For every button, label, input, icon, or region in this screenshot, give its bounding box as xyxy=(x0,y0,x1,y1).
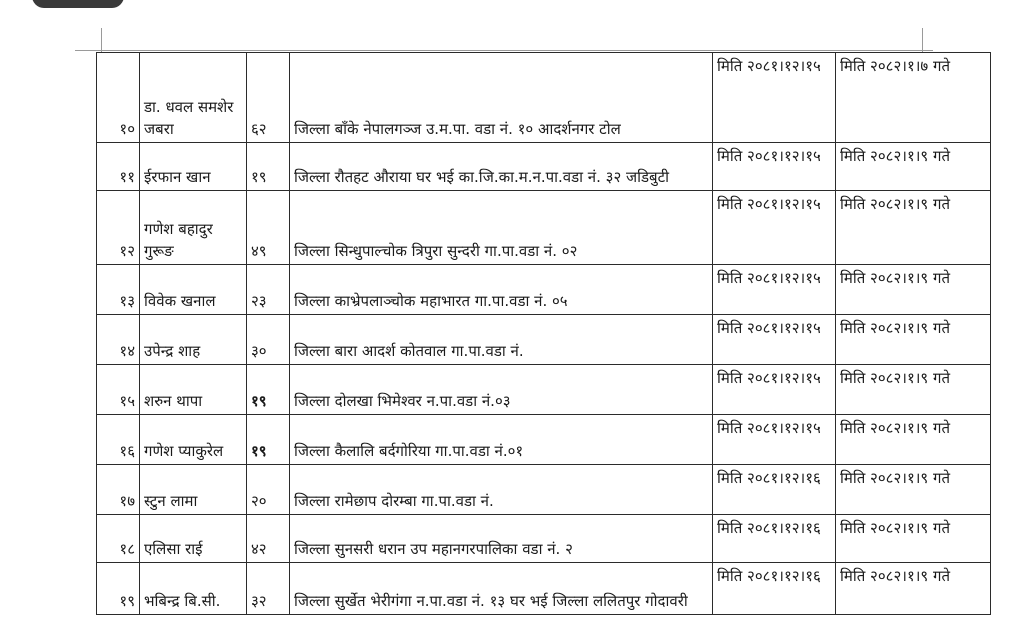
age: २३ xyxy=(247,265,290,315)
crop-mark-left xyxy=(101,28,102,52)
date-from: मिति २०८१।१२।१५ xyxy=(713,191,836,265)
person-name: उपेन्द्र शाह xyxy=(140,315,247,365)
address: जिल्ला बारा आदर्श कोतवाल गा.पा.वडा नं. xyxy=(290,315,713,365)
date-to: मिति २०८२।१।९ गते xyxy=(836,465,991,515)
table-row xyxy=(97,415,991,465)
address: जिल्ला दोलखा भिमेश्वर न.पा.वडा नं.०३ xyxy=(290,365,713,415)
address: जिल्ला रौतहट औराया घर भई का.जि.का.म.न.पा.वडा नं. ३२ जडिबुटी xyxy=(290,143,713,191)
serial-number: १७ xyxy=(97,465,140,515)
person-name: शरुन थापा xyxy=(140,365,247,415)
table-row xyxy=(97,563,991,615)
age: १९ xyxy=(247,143,290,191)
serial-number: १९ xyxy=(97,563,140,615)
age: १९ xyxy=(247,415,290,465)
person-name: गणेश बहादुर गुरूङ xyxy=(140,191,247,265)
person-name: गणेश प्याकुरेल xyxy=(140,415,247,465)
age: १९ xyxy=(247,365,290,415)
address: जिल्ला काभ्रेपलाञ्चोक महाभारत गा.पा.वडा नं. ०५ xyxy=(290,265,713,315)
date-from: मिति २०८१।१२।१६ xyxy=(713,563,836,615)
table-row xyxy=(97,53,991,143)
date-from: मिति २०८१।१२।१६ xyxy=(713,465,836,515)
date-to: मिति २०८२।१।७ गते xyxy=(836,53,991,143)
table-row xyxy=(97,315,991,365)
table-row xyxy=(97,191,991,265)
address: जिल्ला बाँके नेपालगञ्ज उ.म.पा. वडा नं. १० आदर्शनगर टोल xyxy=(290,53,713,143)
person-name: विवेक खनाल xyxy=(140,265,247,315)
date-to: मिति २०८२।१।९ गते xyxy=(836,191,991,265)
date-from: मिति २०८१।१२।१५ xyxy=(713,53,836,143)
serial-number: १८ xyxy=(97,515,140,563)
crop-mark-right xyxy=(922,28,923,52)
table-row xyxy=(97,143,991,191)
age: ४२ xyxy=(247,515,290,563)
serial-number: १५ xyxy=(97,365,140,415)
table-row xyxy=(97,265,991,315)
person-name: भबिन्द्र बि.सी. xyxy=(140,563,247,615)
date-to: मिति २०८२।१।९ गते xyxy=(836,265,991,315)
top-overlay-tab xyxy=(32,0,124,8)
serial-number: ११ xyxy=(97,143,140,191)
age: ३० xyxy=(247,315,290,365)
date-to: मिति २०८२।१।९ गते xyxy=(836,415,991,465)
date-to: मिति २०८२।१।९ गते xyxy=(836,315,991,365)
records-table xyxy=(96,52,991,615)
table-row xyxy=(97,365,991,415)
person-name: एलिसा राई xyxy=(140,515,247,563)
person-name: ईरफान खान xyxy=(140,143,247,191)
serial-number: १२ xyxy=(97,191,140,265)
person-name: डा. धवल समशेर जबरा xyxy=(140,53,247,143)
address: जिल्ला सुर्खेत भेरीगंगा न.पा.वडा नं. १३ घर भई जिल्ला ललितपुर गोदावरी xyxy=(290,563,713,615)
address: जिल्ला रामेछाप दोरम्बा गा.पा.वडा नं. xyxy=(290,465,713,515)
date-to: मिति २०८२।१।९ गते xyxy=(836,515,991,563)
date-from: मिति २०८१।१२।१५ xyxy=(713,143,836,191)
age: ३२ xyxy=(247,563,290,615)
date-to: मिति २०८२।१।९ गते xyxy=(836,143,991,191)
date-from: मिति २०८१।१२।१५ xyxy=(713,315,836,365)
table-row xyxy=(97,515,991,563)
date-from: मिति २०८१।१२।१५ xyxy=(713,415,836,465)
person-name: स्टुन लामा xyxy=(140,465,247,515)
address: जिल्ला कैलालि बर्दगोरिया गा.पा.वडा नं.०१ xyxy=(290,415,713,465)
serial-number: १३ xyxy=(97,265,140,315)
age: २० xyxy=(247,465,290,515)
date-from: मिति २०८१।१२।१५ xyxy=(713,365,836,415)
date-to: मिति २०८२।१।९ गते xyxy=(836,365,991,415)
date-from: मिति २०८१।१२।१५ xyxy=(713,265,836,315)
serial-number: १६ xyxy=(97,415,140,465)
age: ४९ xyxy=(247,191,290,265)
table-row xyxy=(97,465,991,515)
serial-number: १० xyxy=(97,53,140,143)
address: जिल्ला सिन्धुपाल्चोक त्रिपुरा सुन्दरी गा.पा.वडा नं. ०२ xyxy=(290,191,713,265)
serial-number: १४ xyxy=(97,315,140,365)
date-from: मिति २०८१।१२।१६ xyxy=(713,515,836,563)
address: जिल्ला सुनसरी धरान उप महानगरपालिका वडा नं. २ xyxy=(290,515,713,563)
date-to: मिति २०८२।१।९ गते xyxy=(836,563,991,615)
age: ६२ xyxy=(247,53,290,143)
page-margin-line xyxy=(75,50,933,51)
